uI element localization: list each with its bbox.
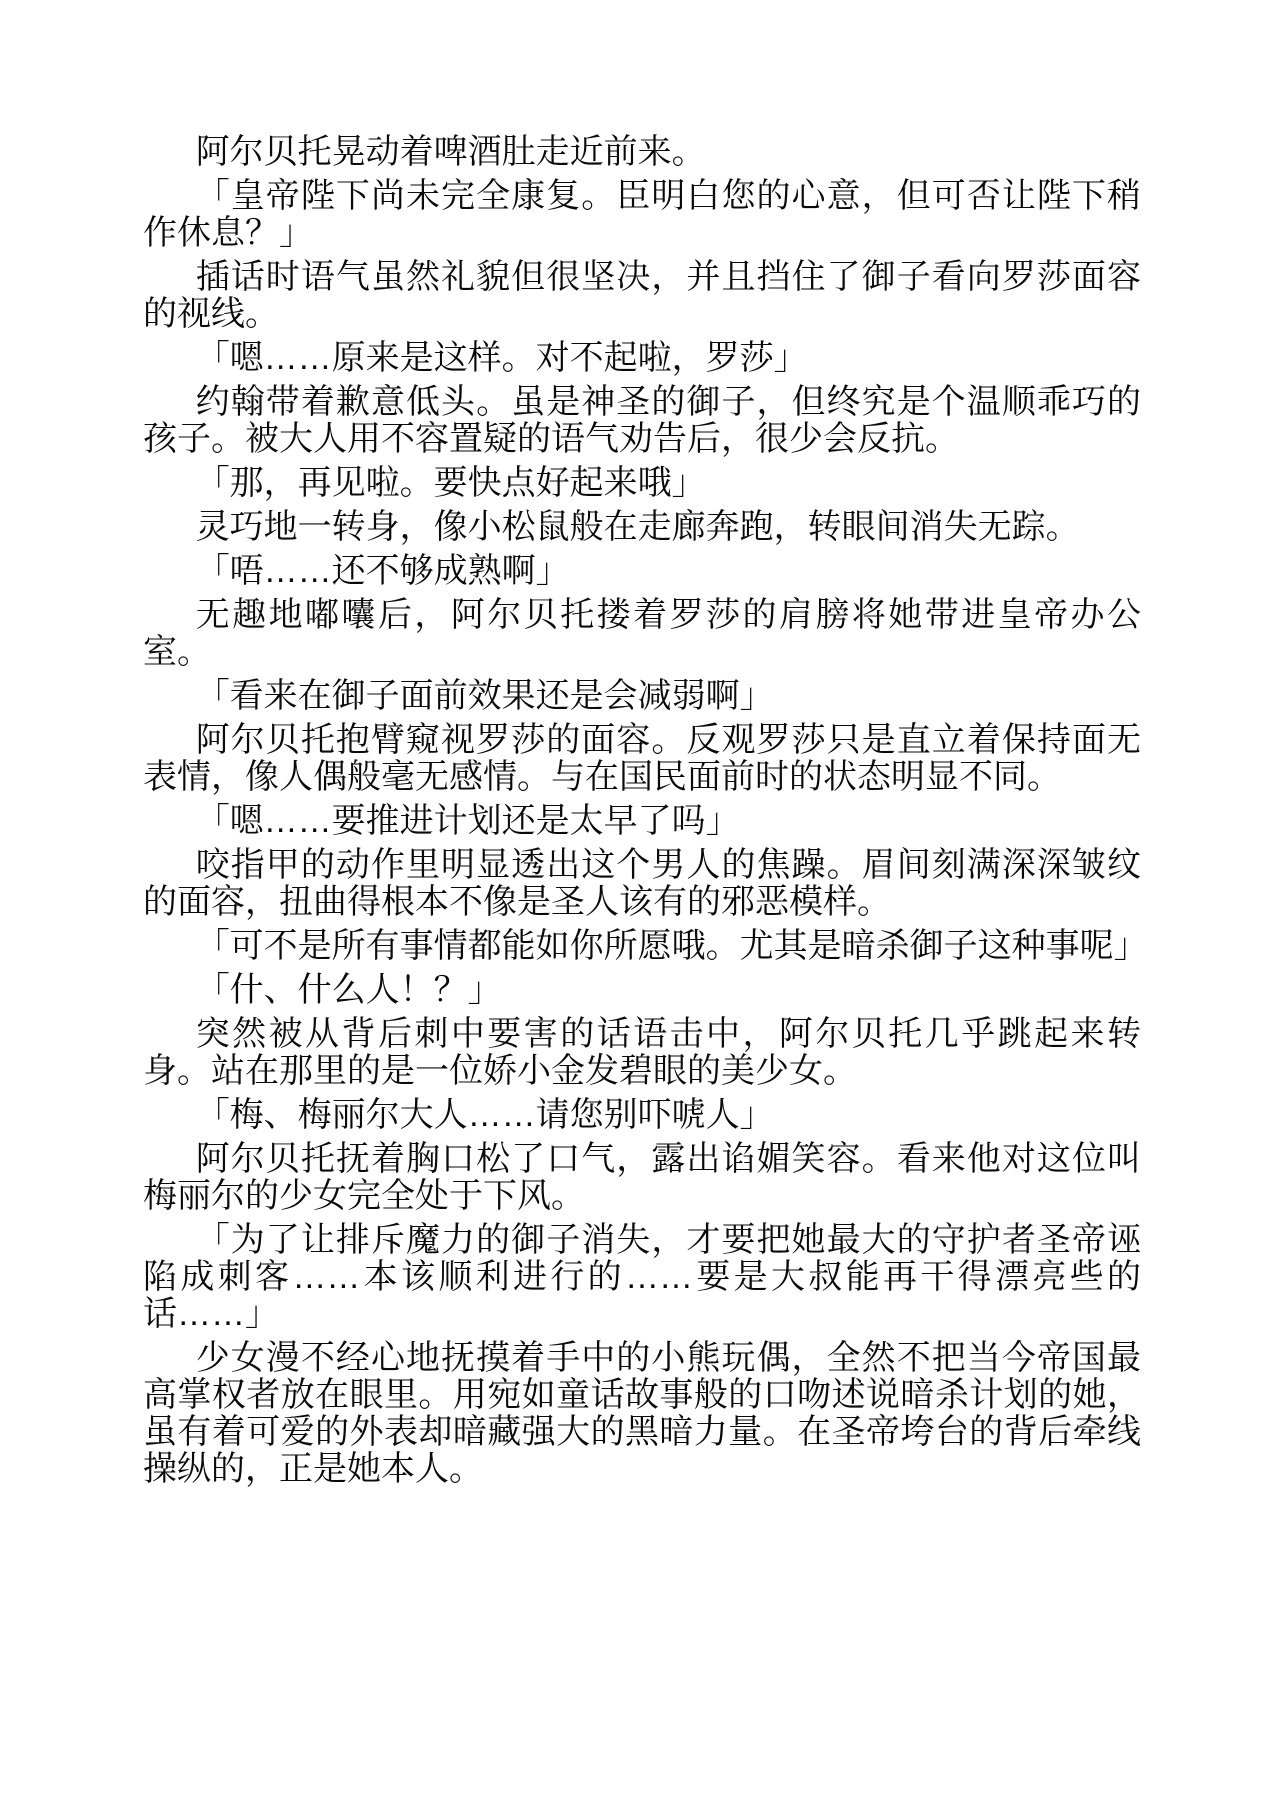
paragraph: 「嗯……要推进计划还是太早了吗」 [195,802,740,840]
paragraph: 「梅、梅丽尔大人……请您别吓唬人」 [195,1096,774,1134]
paragraph: 阿尔贝托抱臂窥视罗莎的面容。反观罗莎只是直立着保持面无表情，像人偶般毫无感情。与在国民面前时的状态明显不同。 [143,721,1141,796]
paragraph: 「嗯……原来是这样。对不起啦，罗莎」 [195,339,808,377]
paragraph: 无趣地嘟囔后，阿尔贝托搂着罗莎的肩膀将她带进皇帝办公室。 [143,596,1141,671]
paragraph: 阿尔贝托晃动着啤酒肚走近前来。 [195,133,706,171]
paragraph: 「皇帝陛下尚未完全康复。臣明白您的心意，但可否让陛下稍作休息？」 [143,177,1141,252]
paragraph: 插话时语气虽然礼貌但很坚决，并且挡住了御子看向罗莎面容的视线。 [143,258,1141,333]
paragraph: 「看来在御子面前效果还是会减弱啊」 [195,677,774,715]
paragraph: 约翰带着歉意低头。虽是神圣的御子，但终究是个温顺乖巧的孩子。被大人用不容置疑的语气劝告后，很少会反抗。 [143,383,1141,458]
paragraph: 「唔……还不够成熟啊」 [195,552,570,590]
paragraph: 灵巧地一转身，像小松鼠般在走廊奔跑，转眼间消失无踪。 [195,508,1080,546]
paragraph: 突然被从背后刺中要害的话语击中，阿尔贝托几乎跳起来转身。站在那里的是一位娇小金发碧眼的美少女。 [143,1015,1141,1090]
paragraph: 「那，再见啦。要快点好起来哦」 [195,464,706,502]
paragraph: 咬指甲的动作里明显透出这个男人的焦躁。眉间刻满深深皱纹的面容，扭曲得根本不像是圣人该有的邪恶模样。 [143,846,1141,921]
paragraph: 少女漫不经心地抚摸着手中的小熊玩偶，全然不把当今帝国最高掌权者放在眼里。用宛如童话故事般的口吻述说暗杀计划的她，虽有着可爱的外表却暗藏强大的黑暗力量。在圣帝垮台的背后牵线操纵的，正是她本人。 [143,1339,1141,1488]
paragraph: 「可不是所有事情都能如你所愿哦。尤其是暗杀御子这种事呢」 [195,927,1148,965]
text-content [143,133,1148,1495]
paragraph: 阿尔贝托抚着胸口松了口气，露出谄媚笑容。看来他对这位叫梅丽尔的少女完全处于下风。 [143,1140,1141,1215]
paragraph: 「为了让排斥魔力的御子消失，才要把她最大的守护者圣帝诬陷成刺客……本该顺利进行的……要是大叔能再干得漂亮些的话……」 [143,1221,1141,1333]
paragraph: 「什、什么人！？」 [195,971,502,1009]
